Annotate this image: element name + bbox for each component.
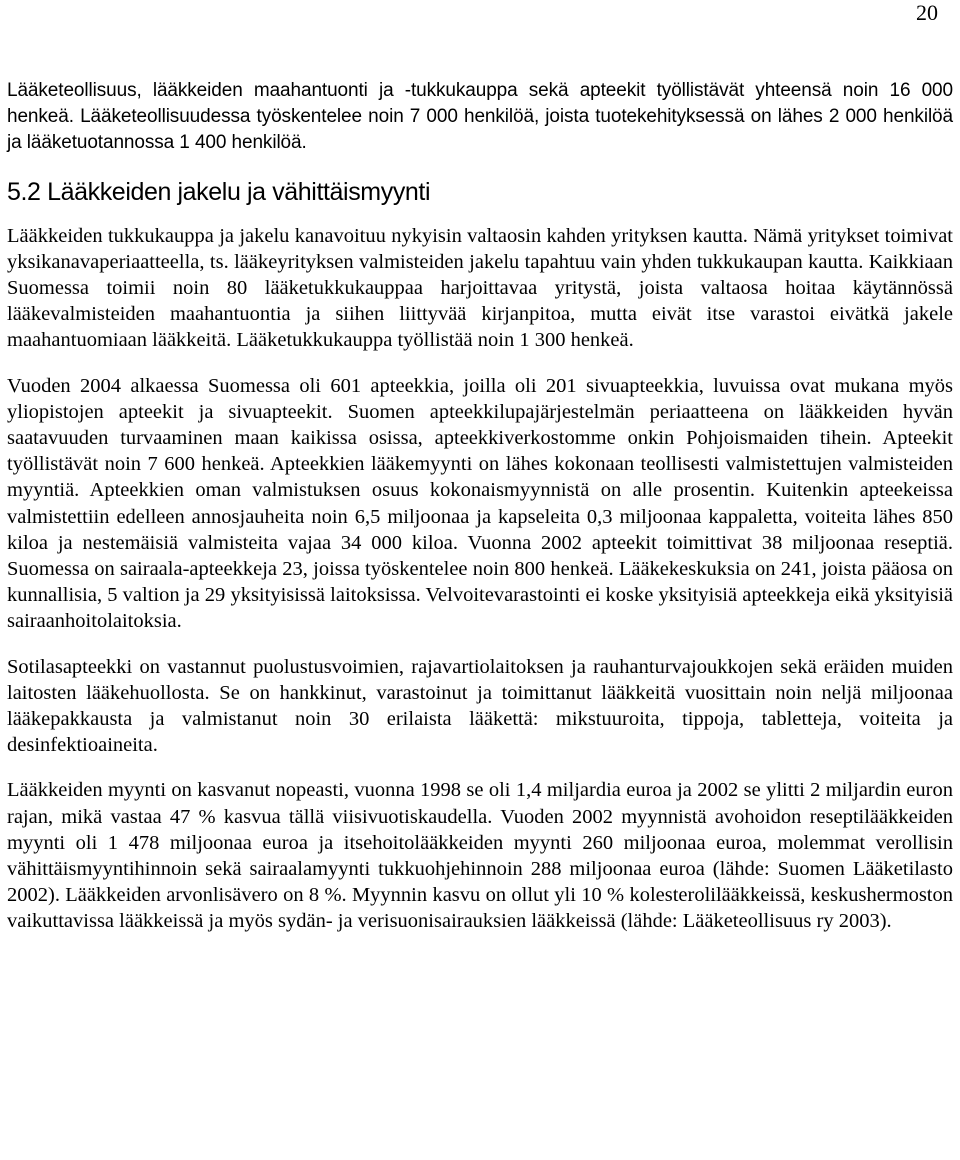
intro-paragraph: Lääketeollisuus, lääkkeiden maahantuonti ja -tukkukauppa sekä apteekit työllistävät yhteensä noin 16 000 henkeä. Lääketeollisuudessa työskentelee noin 7 000 henkilöä, joista tuotekehityksessä on lähes 2 000 henkilöä ja lääketuotannossa 1 400 henkilöä. bbox=[7, 80, 953, 154]
page-number: 20 bbox=[916, 0, 938, 25]
section-heading: 5.2 Lääkkeiden jakelu ja vähittäismyynti bbox=[7, 177, 431, 206]
page-content bbox=[7, 78, 953, 935]
paragraph-military-pharmacy: Sotilasapteekki on vastannut puolustusvoimien, rajavartiolaitoksen ja rauhanturvajoukkojen sekä eräiden muiden laitosten lääkehuollosta. Se on hankkinut, varastoinut ja toimittanut lääkkeitä vuosittain noin neljä miljoonaa lääkepakkausta ja valmistanut noin 30 erilaista lääkettä: mikstuuroita, tippoja, tabletteja, voiteita ja desinfektioaineita. bbox=[7, 655, 953, 757]
paragraph-pharmacies: Vuoden 2004 alkaessa Suomessa oli 601 apteekkia, joilla oli 201 sivuapteekkia, luvuissa ovat mukana myös yliopistojen apteekit ja sivuapteekit. Suomen apteekkilupajärjestelmän periaatteena on lääkkeiden hyvän saatavuuden turvaaminen maan kaikissa osissa, apteekkiverkostomme onkin Pohjoismaiden tihein. Apteekit työllistävät noin 7 600 henkeä. Apteekkien lääkemyynti on lähes kokonaan teollisesti valmistettujen valmisteiden myyntiä. Apteekkien oman valmistuksen osuus kokonaismyynnistä on alle prosentin. Kuitenkin apteekeissa valmistettiin edelleen annosjauheita noin 6,5 miljoonaa ja kapseleita 0,3 miljoonaa kappaletta, voiteita lähes 850 kiloa ja nestemäisiä valmisteita vajaa 34 000 kiloa. Vuonna 2002 apteekit toimittivat 38 miljoonaa reseptiä. Suomessa on sairaala-apteekkeja 23, joissa työskentelee noin 800 henkeä. Lääkekeskuksia on 241, joista pääosa on kunnallisia, 5 valtion ja 29 yksityisissä laitoksissa. Velvoitevarastointi ei koske yksityisiä apteekkeja eikä yksityisiä sairaanhoitolaitoksia. bbox=[7, 374, 953, 633]
paragraph-drug-sales: Lääkkeiden myynti on kasvanut nopeasti, vuonna 1998 se oli 1,4 miljardia euroa ja 2002 se ylitti 2 miljardin euron rajan, mikä vastaa 47 % kasvua tällä viisivuotiskaudella. Vuoden 2002 myynnistä avohoidon reseptilääkkeiden myynti oli 1 478 miljoonaa euroa ja itsehoitolääkkeiden myynti 260 miljoonaa euroa, molemmat verollisin vähittäismyyntihinnoin sekä sairaalamyynti tukkuohjehinnoin 288 miljoonaa euroa (lähde: Suomen Lääketilasto 2002). Lääkkeiden arvonlisävero on 8 %. Myynnin kasvu on ollut yli 10 % kolesterolilääkkeissä, keskushermoston vaikuttavissa lääkkeissä ja myös sydän- ja verisuonisairauksien lääkkeissä (lähde: Lääketeollisuus ry 2003). bbox=[7, 779, 953, 933]
paragraph-wholesale-distribution: Lääkkeiden tukkukauppa ja jakelu kanavoituu nykyisin valtaosin kahden yrityksen kautta. Nämä yritykset toimivat yksikanavaperiaatteella, ts. lääkeyrityksen valmisteiden jakelu tapahtuu vain yhden tukkukaupan kautta. Kaikkiaan Suomessa toimii noin 80 lääketukkukauppaa harjoittavaa yritystä, joista valtaosa hoitaa käytännössä lääkevalmisteiden maahantuontia ja siihen liittyvää kirjanpitoa, mutta eivät itse varastoi eivätkä jakele maahantuomiaan lääkkeitä. Lääketukkukauppa työllistää noin 1 300 henkeä. bbox=[7, 224, 953, 352]
